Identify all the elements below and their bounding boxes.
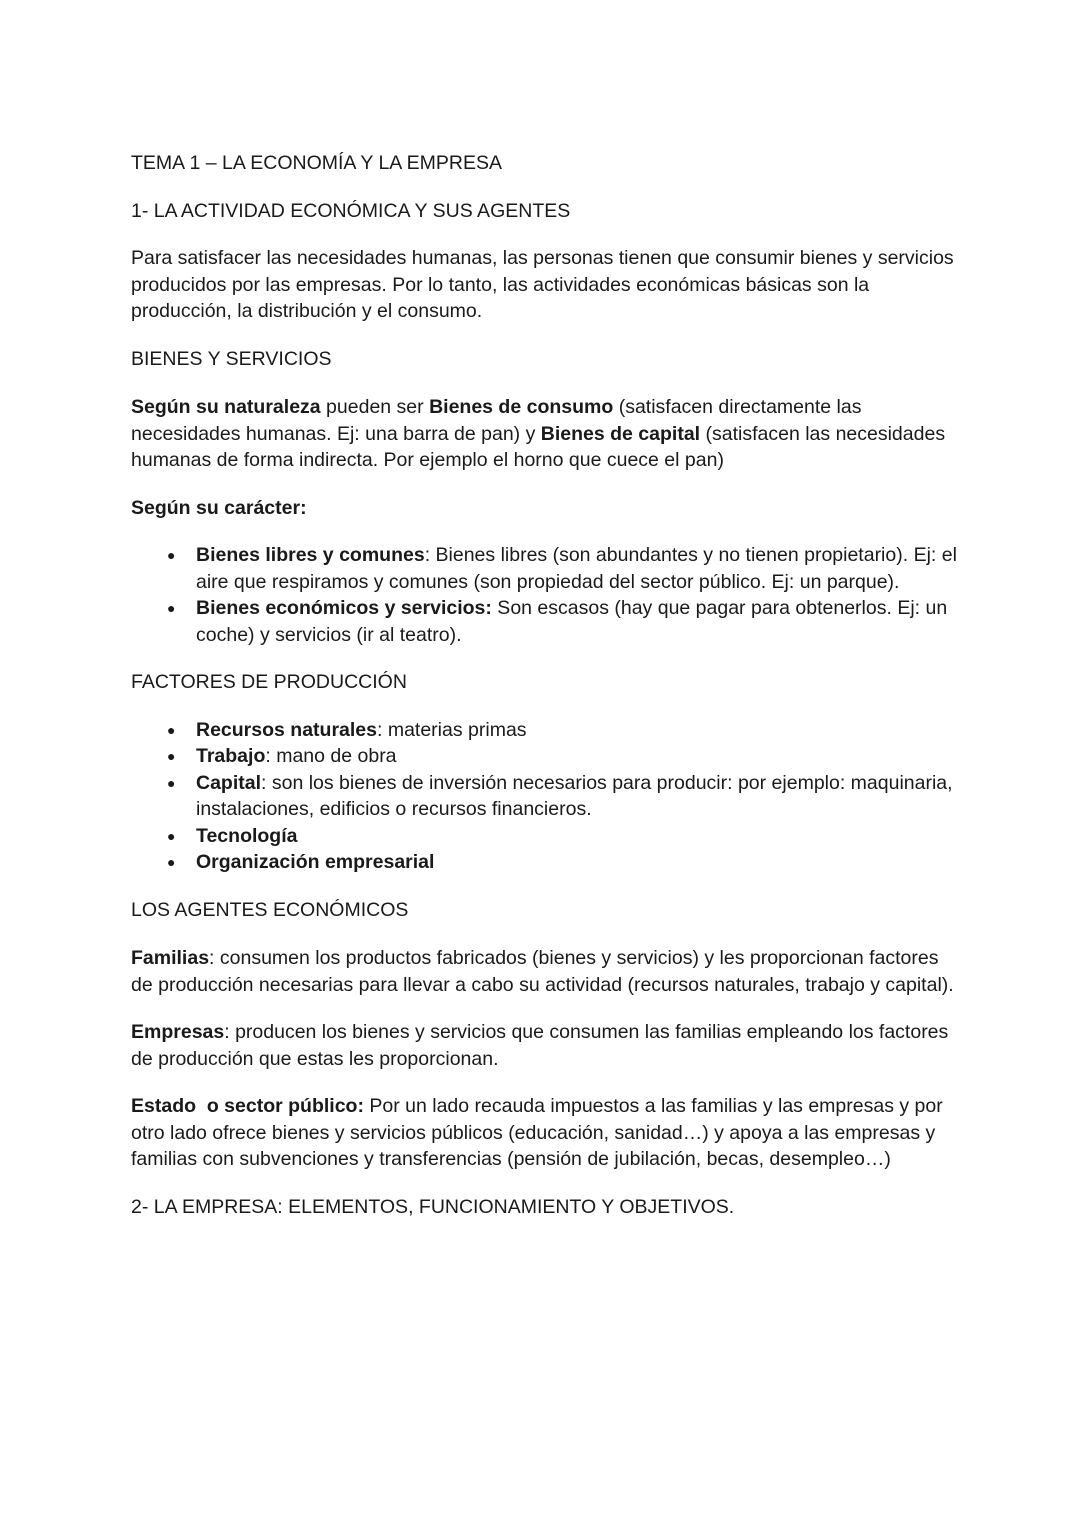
list-item bbox=[131, 770, 961, 823]
list-item bbox=[131, 595, 961, 648]
section-2-heading: 2- LA EMPRESA: ELEMENTOS, FUNCIONAMIENTO Y OBJETIVOS. bbox=[131, 1195, 735, 1218]
caracter-heading bbox=[131, 495, 961, 522]
familias-term: Familias bbox=[131, 947, 210, 969]
bienes-capital-term: Bienes de capital bbox=[540, 422, 701, 445]
naturaleza-label: Según su naturaleza bbox=[131, 396, 321, 418]
naturaleza-text-3: (satisfacen las necesidades humanas de forma indirecta. Por ejemplo el horno que cuece el pan) bbox=[131, 422, 946, 471]
list-item-text: : mano de obra bbox=[265, 745, 397, 767]
list-item-term: Recursos naturales bbox=[196, 718, 377, 741]
estado-paragraph bbox=[131, 1093, 961, 1173]
naturaleza-text-2: (satisfacen directamente las necesidades humanas. Ej: una barra de pan) y bbox=[131, 396, 862, 445]
list-item-term: Trabajo bbox=[196, 745, 266, 767]
bullet-icon: ● bbox=[167, 600, 176, 616]
list-item bbox=[131, 542, 961, 595]
bullet-icon: ● bbox=[167, 774, 176, 791]
naturaleza-text-1: pueden ser bbox=[320, 396, 430, 418]
bienes-naturaleza-paragraph bbox=[131, 394, 961, 474]
bienes-consumo-term: Bienes de consumo bbox=[429, 396, 614, 418]
bullet-icon: ● bbox=[167, 721, 176, 738]
factores-heading: FACTORES DE PRODUCCIÓN bbox=[131, 671, 407, 693]
list-item-text: : Bienes libres (son abundantes y no tienen propietario). Ej: el aire que respiramos y comunes (son propiedad del sector público. Ej: un parque). bbox=[196, 544, 957, 593]
document-title: TEMA 1 – LA ECONOMÍA Y LA EMPRESA bbox=[131, 152, 503, 174]
bienes-heading: BIENES Y SERVICIOS bbox=[131, 347, 332, 370]
bullet-icon: ● bbox=[167, 827, 176, 844]
factores-list bbox=[131, 717, 961, 876]
agentes-heading: LOS AGENTES ECONÓMICOS bbox=[131, 898, 409, 921]
familias-text: : consumen los productos fabricados (bienes y servicios) y les proporcionan factores de producción necesarias para llevar a cabo su actividad (recursos naturales, trabajo y capital). bbox=[131, 947, 954, 996]
empresas-text: : producen los bienes y servicios que consumen las familias empleando los factores de producción que estas les proporcionan. bbox=[131, 1021, 949, 1070]
list-item-text: Son escasos (hay que pagar para obtenerlos. Ej: un coche) y servicios (ir al teatro). bbox=[196, 597, 948, 646]
list-item bbox=[131, 849, 961, 876]
empresas-paragraph bbox=[131, 1019, 961, 1072]
empresas-term: Empresas bbox=[131, 1021, 225, 1043]
list-item-term: Bienes libres y comunes bbox=[196, 544, 425, 566]
list-item-text: : materias primas bbox=[377, 718, 527, 741]
list-item bbox=[131, 823, 961, 850]
section-1-intro: Para satisfacer las necesidades humanas, las personas tienen que consumir bienes y servicios producidos por las empresas. Por lo tanto, las actividades económicas básicas son la producción, la distribución y el consumo. bbox=[131, 247, 954, 322]
list-item-term: Tecnología bbox=[196, 824, 298, 847]
familias-paragraph bbox=[131, 945, 961, 998]
bullet-icon: ● bbox=[167, 547, 176, 563]
bullet-icon: ● bbox=[167, 748, 176, 764]
list-item-text: : son los bienes de inversión necesarios para producir: por ejemplo: maquinaria, instalaciones, edificios o recursos financieros. bbox=[196, 771, 953, 820]
document-page bbox=[131, 150, 961, 1241]
estado-term: Estado o sector público: bbox=[131, 1095, 364, 1117]
list-item-term: Organización empresarial bbox=[196, 851, 435, 873]
list-item-term: Bienes económicos y servicios: bbox=[196, 597, 492, 619]
bullet-icon: ● bbox=[167, 854, 176, 870]
list-item bbox=[131, 717, 961, 744]
caracter-label: Según su carácter: bbox=[131, 496, 307, 519]
estado-text: Por un lado recauda impuestos a las familias y las empresas y por otro lado ofrece bienes y servicios públicos (educación, sanidad…) y apoya a las empresas y familias con subvenciones y transferencias (pensión de jubilación, becas, desempleo…) bbox=[131, 1095, 949, 1170]
list-item bbox=[131, 743, 961, 770]
list-item-term: Capital bbox=[196, 771, 262, 794]
section-1-heading: 1- LA ACTIVIDAD ECONÓMICA Y SUS AGENTES bbox=[131, 199, 571, 222]
caracter-list bbox=[131, 542, 961, 648]
